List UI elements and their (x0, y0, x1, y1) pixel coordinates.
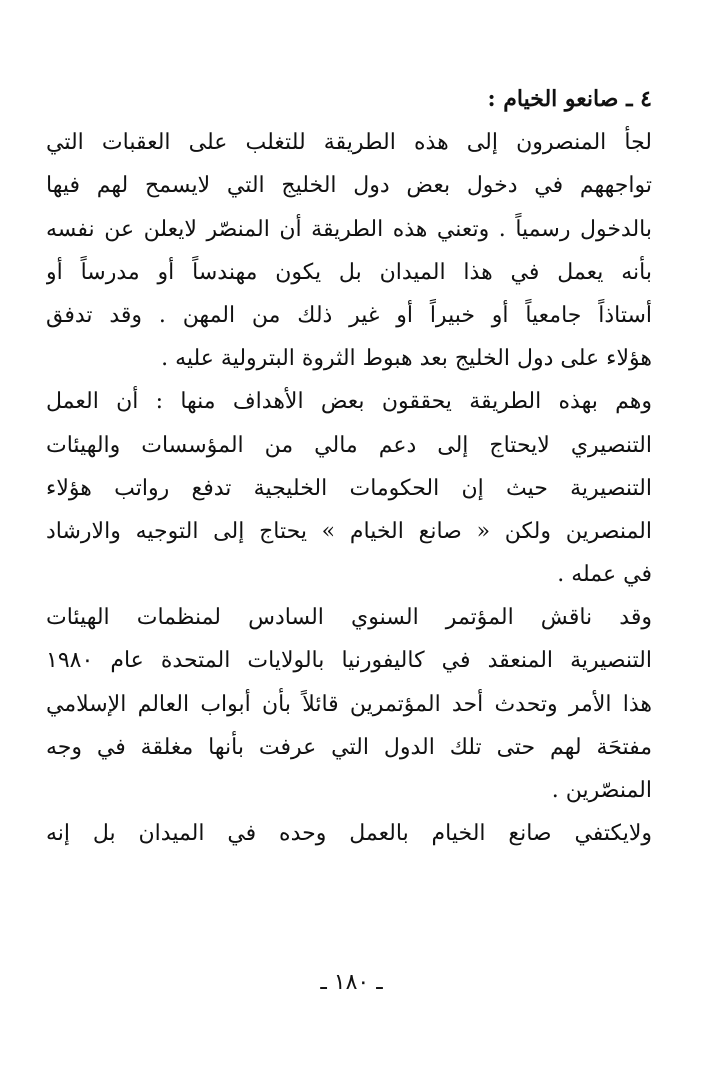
page-number: ـ ١٨٠ ـ (320, 970, 383, 995)
text-line: وهم بهذه الطريقة يحققون بعض الأهداف منها : أن العمل (46, 389, 652, 415)
text-line: بأنه يعمل في هذا الميدان بل يكون مهندساً أو مدرساً أو (46, 259, 652, 285)
text-line: وقد ناقش المؤتمر السنوي السادس لمنظمات الهيئات (46, 605, 652, 631)
text-line: مفتحَة لهم حتى تلك الدول التي عرفت بأنها مغلقة في وجه (46, 734, 652, 760)
text-line: التنصيرية المنعقد في كاليفورنيا بالولايات المتحدة عام ١٩٨٠ (46, 648, 652, 674)
text-line: المنصّرين . (551, 778, 652, 803)
text-line: هذا الأمر وتحدث أحد المؤتمرين قائلاً بأن أبواب العالم الإسلامي (46, 691, 652, 717)
text-line: في عمله . (557, 562, 652, 588)
text-line: أستاذاً جامعياً أو خبيراً أو غير ذلك من المهن . وقد تدفق (46, 302, 652, 328)
section-heading: ٤ ـ صانعو الخيام : (487, 86, 652, 112)
text-line: المنصرين ولكن « صانع الخيام » يحتاج إلى التوجيه والارشاد (46, 518, 652, 544)
text-line: بالدخول رسمياً . وتعني هذه الطريقة أن المنصّر لايعلن عن نفسه (46, 216, 652, 242)
text-line: ولايكتفي صانع الخيام بالعمل وحده في الميدان بل إنه (46, 821, 652, 847)
text-line: هؤلاء على دول الخليج بعد هبوط الثروة البترولية عليه . (161, 346, 652, 372)
text-line: التنصيري لايحتاج إلى دعم مالي من المؤسسات والهيئات (46, 432, 652, 458)
text-line: تواجههم في دخول بعض دول الخليج التي لايسمح لهم فيها (46, 173, 652, 199)
text-line: لجأ المنصرون إلى هذه الطريقة للتغلب على العقبات التي (46, 130, 652, 156)
body-text (46, 121, 652, 855)
text-line: التنصيرية حيث إن الحكومات الخليجية تدفع رواتب هؤلاء (46, 475, 652, 501)
page-body (46, 78, 652, 855)
